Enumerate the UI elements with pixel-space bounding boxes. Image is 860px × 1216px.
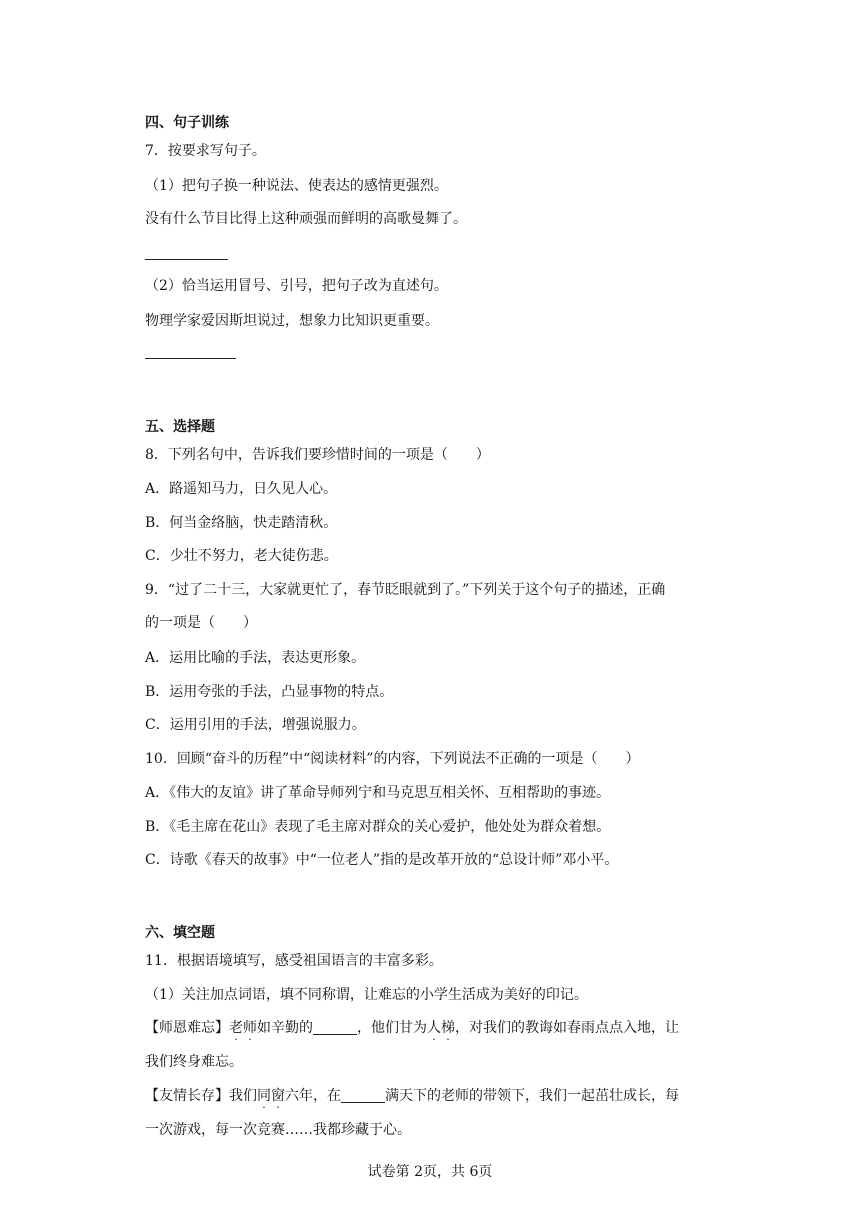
question-10-option-b[interactable]: B．《毛主席在花山》表现了毛主席对群众的关心爱护，他处处为群众着想。 xyxy=(145,819,611,835)
section-heading-fill-blank: 六、填空题 xyxy=(145,925,215,941)
question-8-option-b[interactable]: B．何当金络脑，快走踏清秋。 xyxy=(145,515,338,531)
page-footer: 试卷第 2页，共 6页 xyxy=(367,1164,493,1180)
question-7-2-prompt: （2）恰当运用冒号、引号，把句子改为直述句。 xyxy=(145,278,448,294)
paragraph-tag: 【友情长存】 xyxy=(145,1088,229,1104)
question-9-option-c[interactable]: C．运用引用的手法，增强说服力。 xyxy=(145,717,366,733)
question-8-option-a[interactable]: A．路遥知马力，日久见人心。 xyxy=(145,481,338,497)
question-7-1-prompt: （1）把句子换一种说法、使表达的感情更强烈。 xyxy=(145,178,448,194)
paragraph-friendship: 【友情长存】我们同窗 · · 六年，在 满天下的老师的带领下，我们一起茁壮成长，每 xyxy=(145,1088,679,1114)
answer-blank-7-1[interactable] xyxy=(145,259,228,260)
emphasized-word: 人梯 · · xyxy=(427,1020,455,1046)
question-9-option-a[interactable]: A．运用比喻的手法，表达更形象。 xyxy=(145,650,366,666)
question-7: 7．按要求写句子。 xyxy=(145,143,266,159)
question-9-line-1: 9．“过了二十三，大家就更忙了，春节眨眼就到了。”下列关于这个句子的描述，正确 xyxy=(145,582,666,598)
question-11-1: （1）关注加点词语，填不同称谓，让难忘的小学生活成为美好的印记。 xyxy=(145,987,588,1003)
question-8-option-c[interactable]: C．少壮不努力，老大徒伤悲。 xyxy=(145,548,338,564)
question-11: 11．根据语境填写，感受祖国语言的丰富多彩。 xyxy=(145,953,443,969)
question-7-2-sentence: 物理学家爱因斯坦说过，想象力比知识更重要。 xyxy=(145,313,439,329)
question-10-option-a[interactable]: A．《伟大的友谊》讲了革命导师列宁和马克思互相关怀、互相帮助的事迹。 xyxy=(145,785,611,801)
section-heading-choice: 五、选择题 xyxy=(145,419,215,435)
section-heading-sentence-training: 四、句子训练 xyxy=(145,115,229,131)
question-10: 10．回顾“奋斗的历程”中“阅读材料”的内容，下列说法不正确的一项是（ ） xyxy=(145,751,640,767)
question-9-line-2: 的一项是（ ） xyxy=(145,615,257,631)
paragraph-friendship-line-2: 一次游戏，每一次竞赛……我都珍藏于心。 xyxy=(145,1122,411,1138)
paragraph-teacher: 【师恩难忘】老师 · · 如辛勤的 ，他们甘为人梯 · · ，对我们的教诲如春雨点点入地，让 xyxy=(145,1020,679,1046)
question-9-option-b[interactable]: B．运用夸张的手法，凸显事物的特点。 xyxy=(145,684,394,700)
question-8: 8．下列名句中，告诉我们要珍惜时间的一项是（ ） xyxy=(145,447,490,463)
fill-blank-2[interactable] xyxy=(341,1088,385,1103)
emphasized-word: 老师 · · xyxy=(229,1020,257,1046)
paragraph-tag: 【师恩难忘】 xyxy=(145,1020,229,1036)
paragraph-teacher-line-2: 我们终身难忘。 xyxy=(145,1054,243,1070)
question-10-option-c[interactable]: C．诗歌《春天的故事》中“一位老人”指的是改革开放的“总设计师”邓小平。 xyxy=(145,852,619,868)
answer-blank-7-2[interactable] xyxy=(145,358,236,359)
question-7-1-sentence: 没有什么节目比得上这种顽强而鲜明的高歌曼舞了。 xyxy=(145,211,467,227)
emphasized-word: 同窗 · · xyxy=(257,1088,285,1114)
fill-blank-1[interactable] xyxy=(313,1020,357,1035)
